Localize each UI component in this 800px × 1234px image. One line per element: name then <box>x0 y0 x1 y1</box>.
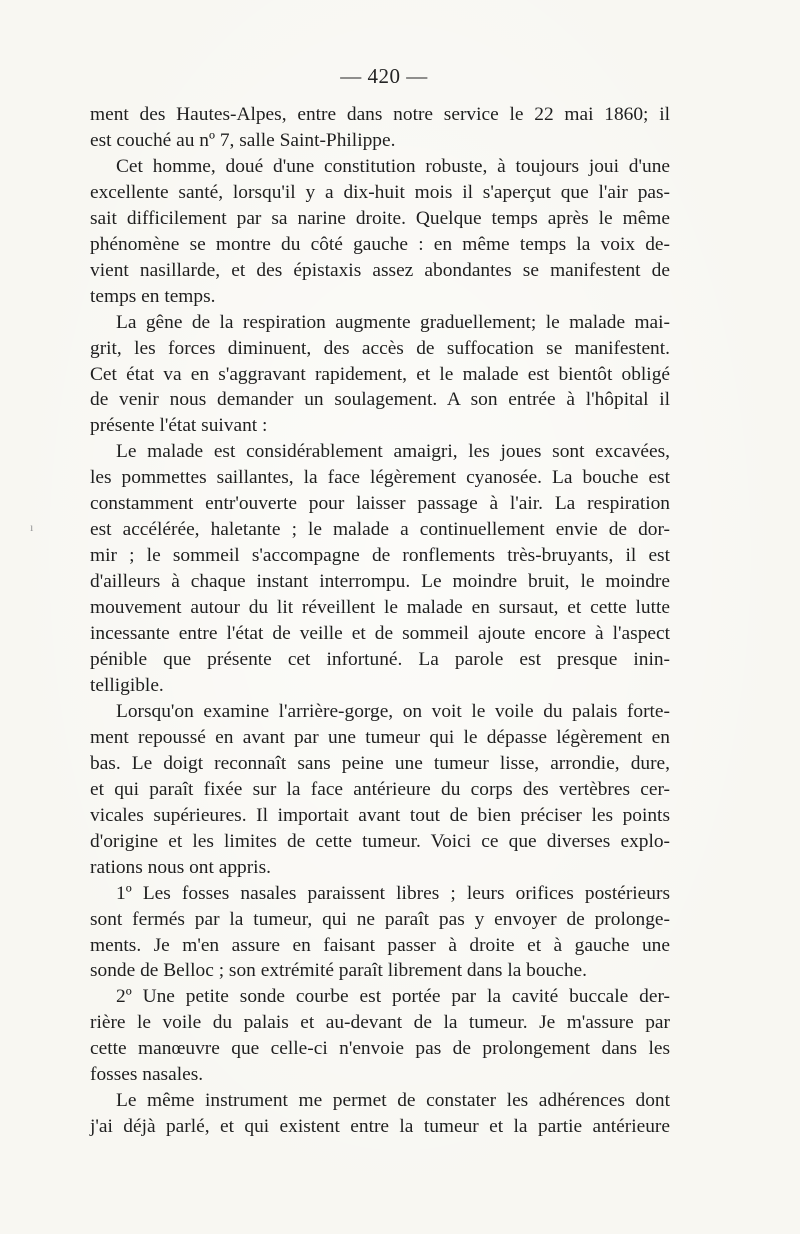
paragraph-examination <box>90 699 670 881</box>
paragraph-respiration <box>90 310 670 440</box>
text-line: Le même instrument me permet de constater les adhérences dont <box>116 1090 670 1112</box>
text-line: rations nous ont appris. <box>90 856 271 878</box>
text-line: excellente santé, lorsqu'il y a dix-huit mois il s'aperçut que l'air pas- <box>90 181 670 203</box>
text-line: cette manœuvre que celle-ci n'envoie pas de prolongement dans les <box>90 1038 670 1060</box>
text-line: Cet état va en s'aggravant rapidement, et le malade est bientôt obligé <box>90 363 670 385</box>
page-number: — 420 — <box>340 64 428 88</box>
text-line: vicales supérieures. Il importait avant tout de bien préciser les points <box>90 804 670 826</box>
paragraph-finding-1 <box>90 881 670 985</box>
text-line: vient nasillarde, et des épistaxis assez abondantes se manifestent de <box>90 259 670 281</box>
text-line: incessante entre l'état de veille et de sommeil ajoute encore à l'aspect <box>90 623 670 645</box>
text-line: sonde de Belloc ; son extrémité paraît librement dans la bouche. <box>90 960 587 982</box>
paragraph-finding-2 <box>90 984 670 1088</box>
margin-mark: ı <box>30 520 34 534</box>
text-line: présente l'état suivant : <box>90 415 268 437</box>
text-line: mouvement autour du lit réveillent le malade en sursaut, et cette lutte <box>90 597 670 619</box>
text-line: La gêne de la respiration augmente graduellement; le malade mai- <box>116 311 670 333</box>
text-line: sont fermés par la tumeur, qui ne paraît pas y envoyer de prolonge- <box>90 908 670 930</box>
text-line: de venir nous demander un soulagement. A son entrée à l'hôpital il <box>90 389 670 411</box>
text-line: ment repoussé en avant par une tumeur qui le dépasse légèrement en <box>90 726 670 748</box>
text-line: sait difficilement par sa narine droite. Quelque temps après le même <box>90 207 670 229</box>
text-line: Cet homme, doué d'une constitution robuste, à toujours joui d'une <box>116 155 670 177</box>
text-line: constamment entr'ouverte pour laisser passage à l'air. La respiration <box>90 493 670 515</box>
text-line: 1º Les fosses nasales paraissent libres ; leurs orifices postérieurs <box>116 882 670 904</box>
text-line: rière le voile du palais et au-devant de la tumeur. Je m'assure par <box>90 1012 670 1034</box>
text-line: bas. Le doigt reconnaît sans peine une tumeur lisse, arrondie, dure, <box>90 752 670 774</box>
text-line: mir ; le sommeil s'accompagne de ronflements très-bruyants, il est <box>90 545 670 567</box>
text-line: phénomène se montre du côté gauche : en même temps la voix de- <box>90 233 670 255</box>
text-line: est couché au nº 7, salle Saint-Philippe. <box>90 129 396 151</box>
text-line: j'ai déjà parlé, et qui existent entre la tumeur et la partie antérieure <box>90 1116 670 1138</box>
text-line: telligible. <box>90 674 164 696</box>
text-line: pénible que présente cet infortuné. La parole est presque inin- <box>90 649 670 671</box>
text-line: les pommettes saillantes, la face légèrement cyanosée. La bouche est <box>90 467 670 489</box>
text-line: grit, les forces diminuent, des accès de suffocation se manifestent. <box>90 337 670 359</box>
text-line: et qui paraît fixée sur la face antérieure du corps des vertèbres cer- <box>90 778 670 800</box>
paragraph-condition <box>90 439 670 699</box>
body-text <box>90 102 670 1140</box>
text-line: d'origine et les limites de cette tumeur. Voici ce que diverses explo- <box>90 830 670 852</box>
paragraph-patient-history <box>90 154 670 310</box>
text-line: d'ailleurs à chaque instant interrompu. Le moindre bruit, le moindre <box>90 571 670 593</box>
text-line: ment des Hautes-Alpes, entre dans notre service le 22 mai 1860; il <box>90 104 670 125</box>
text-line: temps en temps. <box>90 285 216 307</box>
text-line: Le malade est considérablement amaigri, les joues sont excavées, <box>116 441 670 463</box>
text-line: ments. Je m'en assure en faisant passer à droite et à gauche une <box>90 934 670 956</box>
text-line: est accélérée, haletante ; le malade a continuellement envie de dor- <box>90 519 670 541</box>
text-line: 2º Une petite sonde courbe est portée par la cavité buccale der- <box>116 986 670 1008</box>
text-line: fosses nasales. <box>90 1064 204 1086</box>
paragraph-adhesions <box>90 1088 670 1140</box>
text-line: Lorsqu'on examine l'arrière-gorge, on voit le voile du palais forte- <box>116 700 670 722</box>
paragraph-continuation <box>90 102 670 154</box>
